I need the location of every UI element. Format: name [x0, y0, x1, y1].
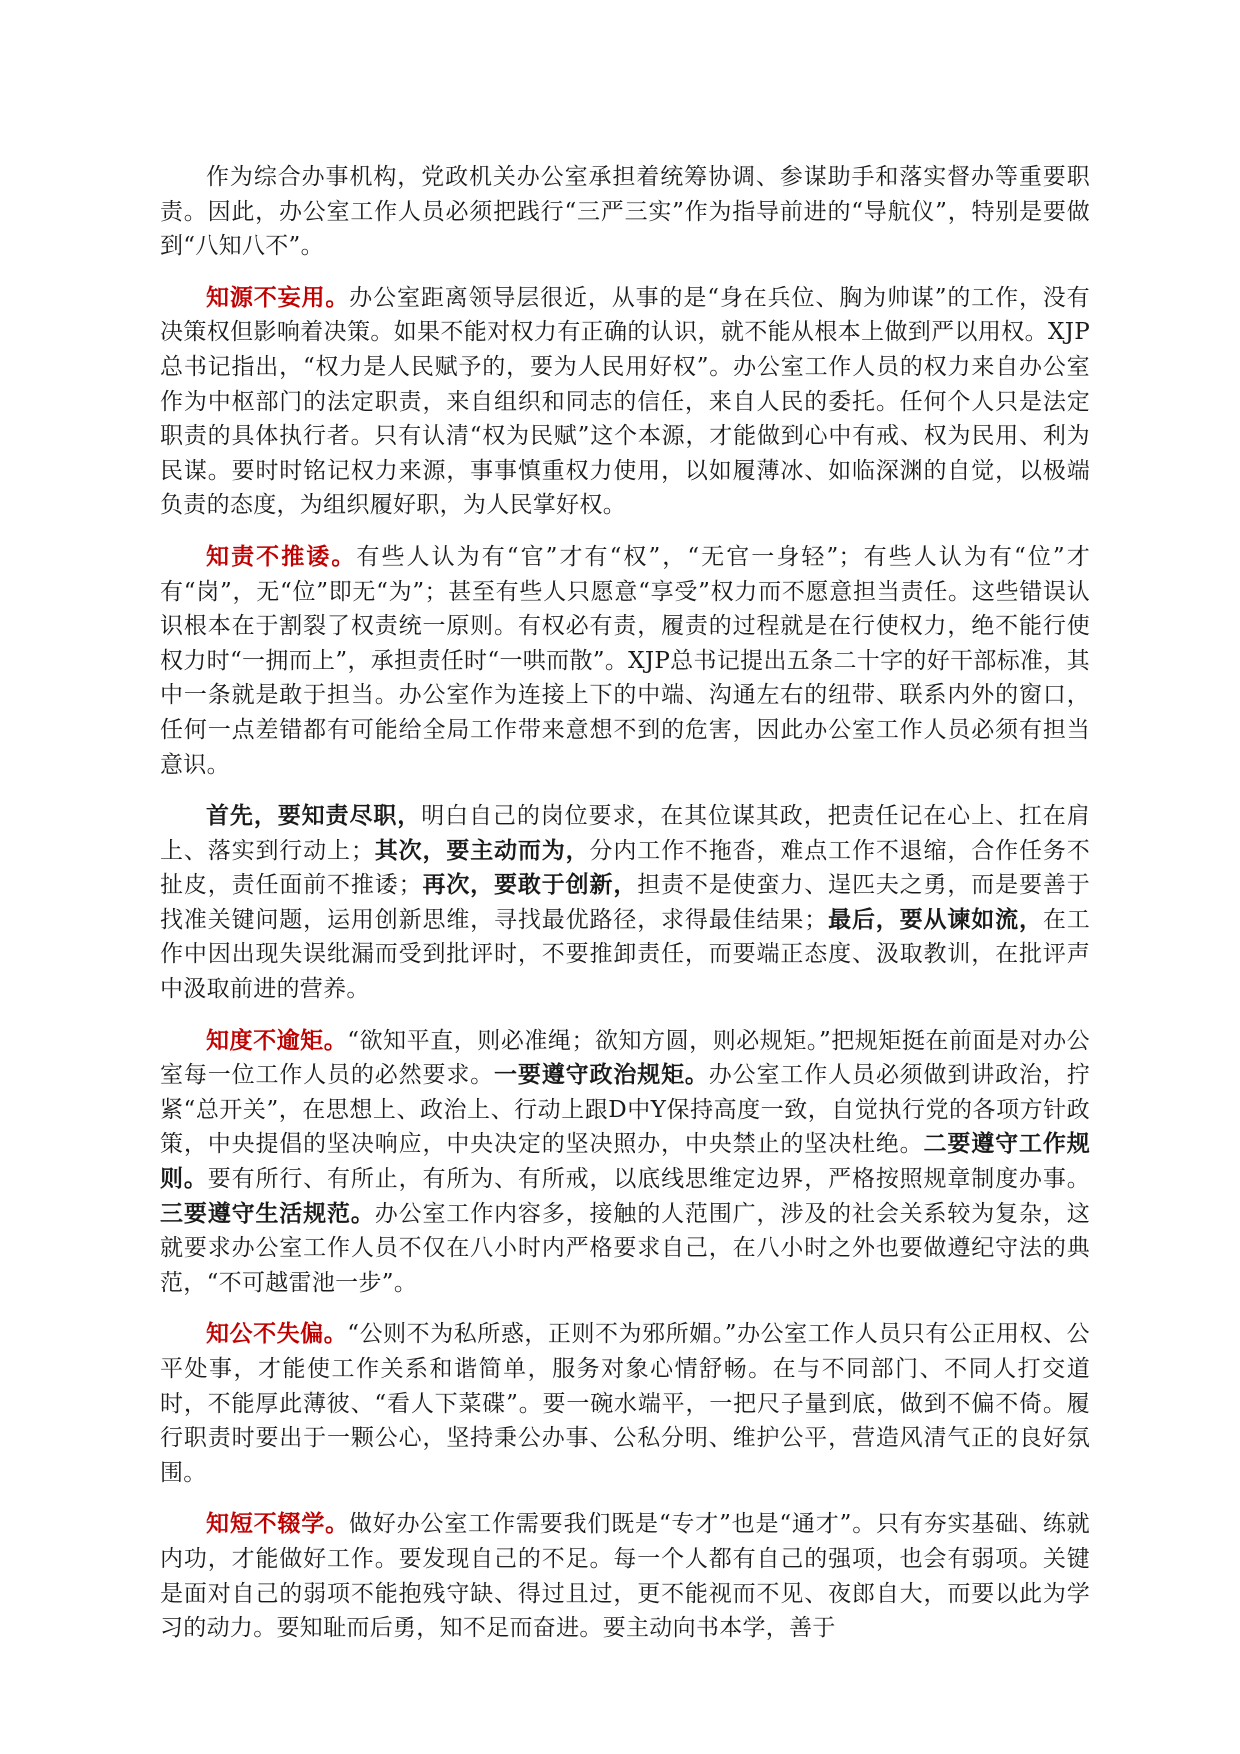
paragraph-intro [160, 160, 1090, 264]
paragraph-text: 明白自己的岗位要求，在其位谋其政，把责任记在心上、扛在肩上、落实到行动上； [160, 803, 1091, 864]
paragraph-text: 担责不是使蛮力、逞匹夫之勇，而是要善于找准关键问题，运用创新思维，寻找最优路径，求得最佳结果； [160, 872, 1090, 933]
paragraph-zhiduan [160, 1507, 1090, 1645]
document-page [160, 160, 1090, 1663]
paragraph-text: 有些人认为有“官”才有“权”，“无官一身轻”；有些人认为有“位”才有“岗”，无“位”即无“为”；甚至有些人只愿意“享受”权力而不愿意担当责任。这些错误认识根本在于割裂了权责统一原则。有权必有责，履责的过程就是在行使权力，绝不能行使权力时“一拥而上”，承担责任时“一哄而散”。XJP总书记提出五条二十字的好干部标准，其中一条就是敢于担当。办公室作为连接上下的中端、沟通左右的纽带、联系内外的窗口，任何一点差错都有可能给全局工作带来意想不到的危害，因此办公室工作人员必须有担当意识。 [160, 543, 1090, 778]
paragraph-text: 分内工作不拖沓，难点工作不退缩，合作任务不扯皮，责任面前不推诿； [160, 837, 1091, 899]
paragraph-text: 作为综合办事机构，党政机关办公室承担着统筹协调、参谋助手和落实督办等重要职责。因此，办公室工作人员必须把践行“三严三实”作为指导前进的“导航仪”，特别是要做到“八知八不”。 [160, 164, 1090, 260]
paragraph-zhiyuan [160, 281, 1090, 523]
section-heading: 知度不逾矩。 [206, 1026, 348, 1054]
paragraph-zhidu [160, 1024, 1090, 1301]
bold-phrase: 二要遵守工作规则。 [160, 1130, 1090, 1193]
bold-phrase: 最后，要从谏如流， [827, 905, 1043, 933]
paragraph-text: 办公室工作人员必须做到讲政治，拧紧“总开关”，在思想上、政治上、行动上跟D中Y保持高度一致，自觉执行党的各项方针政策，中央提倡的坚决响应，中央决定的坚决照办，中央禁止的坚决杜绝。 [160, 1062, 1090, 1158]
section-heading: 知公不失偏。 [206, 1320, 348, 1348]
paragraph-text: 在工作中因出现失误纰漏而受到批评时，不要推卸责任，而要端正态度、汲取教训，在批评声中汲取前进的营养。 [160, 906, 1091, 1003]
section-heading: 知源不妄用。 [206, 283, 350, 311]
paragraph-text: “公则不为私所惑，正则不为邪所媚。”办公室工作人员只有公正用权、公平处事，才能使工作关系和谐简单，服务对象心情舒畅。在与不同部门、不同人打交道时，不能厚此薄彼、“看人下菜碟”。要一碗水端平，一把尺子量到底，做到不偏不倚。履行职责时要出于一颗公心，坚持秉公办事、公私分明、维护公平，营造风清气正的良好氛围。 [160, 1321, 1090, 1486]
bold-phrase: 首先，要知责尽职， [206, 802, 422, 830]
bold-phrase: 再次，要敢于创新， [421, 871, 638, 899]
paragraph-zhize [160, 540, 1090, 782]
paragraph-zhigong [160, 1317, 1090, 1490]
bold-phrase: 其次，要主动而为， [374, 836, 590, 864]
section-heading: 知短不辍学。 [206, 1510, 349, 1538]
paragraph-text: 办公室距离领导层很近，从事的是“身在兵位、胸为帅谋”的工作，没有决策权但影响着决策。如果不能对权力有正确的认识，就不能从根本上做到严以用权。XJP总书记指出，“权力是人民赋予的，要为人民用好权”。办公室工作人员的权力来自办公室作为中枢部门的法定职责，来自组织和同志的信任，来自人民的委托。任何个人只是法定职责的具体执行者。只有认清“权为民赋”这个本源，才能做到心中有戒、权为民用、利为民谋。要时时铭记权力来源，事事慎重权力使用，以如履薄冰、如临深渊的自觉，以极端负责的态度，为组织履好职，为人民掌好权。 [160, 284, 1090, 519]
section-heading: 知责不推诿。 [206, 542, 357, 570]
paragraph-text: 要有所行、有所止，有所为、有所戒，以底线思维定边界，严格按照规章制度办事。 [207, 1166, 1090, 1193]
paragraph-text: 办公室工作内容多，接触的人范围广，涉及的社会关系较为复杂，这就要求办公室工作人员不仅在八小时内严格要求自己，在八小时之外也要做遵纪守法的典范，“不可越雷池一步”。 [160, 1200, 1091, 1296]
paragraph-shouxian [160, 799, 1090, 1007]
paragraph-text: 做好办公室工作需要我们既是“专才”也是“通才”。只有夯实基础、练就内功，才能做好工作。要发现自己的不足。每一个人都有自己的强项，也会有弱项。关键是面对自己的弱项不能抱残守缺、得过且过，更不能视而不见、夜郎自大，而要以此为学习的动力。要知耻而后勇，知不足而奋进。要主动向书本学，善于 [160, 1511, 1090, 1642]
bold-phrase: 一要遵守政治规矩。 [494, 1061, 709, 1089]
bold-phrase: 三要遵守生活规范。 [160, 1199, 375, 1227]
paragraph-text: “欲知平直，则必准绳；欲知方圆，则必规矩。”把规矩挺在前面是对办公室每一位工作人员的必然要求。 [160, 1027, 1090, 1089]
